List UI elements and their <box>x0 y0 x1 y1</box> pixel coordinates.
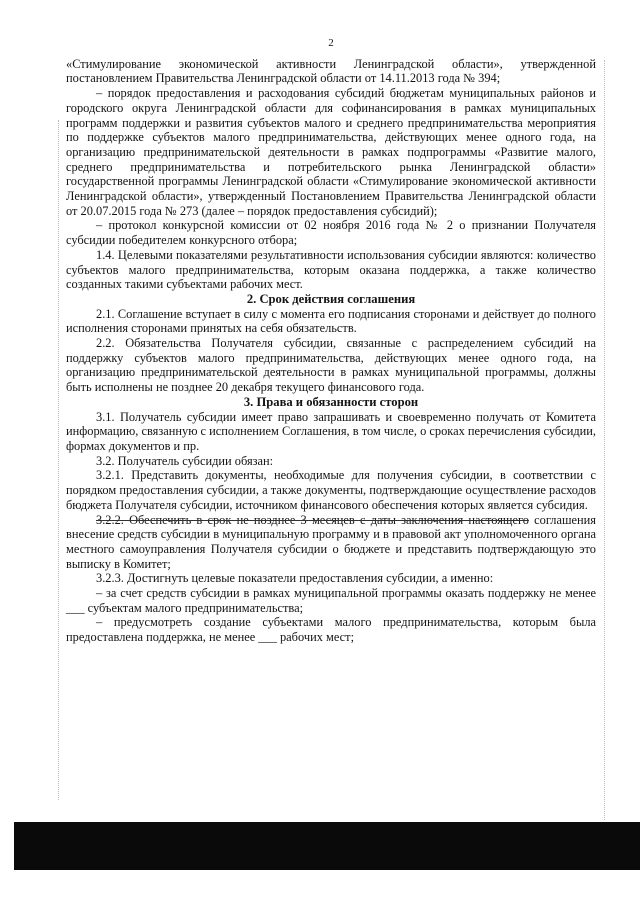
scan-bottom-edge <box>0 870 640 905</box>
paragraph-3-2-2-rest: соглашения внесение средств субсидии в муниципальную программу и в правовой акт уполномоченного органа местного самоуправления Получателя субсидии о бюджете и представить подтверждающую это выписку в Комитет; <box>66 512 596 571</box>
page-number: 2 <box>328 37 334 49</box>
document-page <box>66 36 596 645</box>
struck-text: 3.2.2. Обеспечить в срок не позднее 3 месяцев с даты заключения настоящего <box>96 512 529 527</box>
paragraph-2-2: 2.2. Обязательства Получателя субсидии, связанные с распределением субсидий на поддержку субъектов малого предпринимательства, действующих менее одного года, на организацию предпринимательской деятельности в рамках муниципальной программы, должны быть исполнены не позднее 20 декабря текущего финансового года. <box>66 336 596 395</box>
paragraph-commission-protocol: – протокол конкурсной комиссии от 02 ноября 2016 года № 2 о признании Получателя субсидии победителем конкурсного отбора; <box>66 218 596 248</box>
paragraph-3-1: 3.1. Получатель субсидии имеет право запрашивать и своевременно получать от Комитета информацию, связанную с исполнением Соглашения, в том числе, о сроках перечисления субсидии, формах документов и пр. <box>66 409 596 453</box>
scan-black-border <box>14 822 640 870</box>
paragraph-jobs-count: – предусмотреть создание субъектами малого предпринимательства, которым была предоставлена поддержка, не менее ___ рабочих мест; <box>66 615 596 645</box>
paragraph-2-1: 2.1. Соглашение вступает в силу с момента его подписания сторонами и действует до полного исполнения сторонами принятых на себя обязательств. <box>66 306 596 336</box>
paragraph-subsidy-procedure: – порядок предоставления и расходования субсидий бюджетам муниципальных районов и городского округа Ленинградской области для софинансирования в рамках муниципальных программ поддержки и развития субъектов малого и среднего предпринимательства мероприятия по поддержке субъектов малого предпринимательства, действующих менее одного года, на организацию предпринимательской деятельности в рамках подпрограммы «Развитие малого, среднего предпринимательства и потребительского рынка Ленинградской области» государственной программы Ленинградской области «Стимулирование экономической активности Ленинградской области», утвержденный Постановлением Правительства Ленинградской области от 20.07.2015 года № 273 (далее – порядок предоставления субсидий); <box>66 86 596 218</box>
paragraph-3-2-1: 3.2.1. Представить документы, необходимые для получения субсидии, в соответствии с порядком предоставления субсидии, а также документы, подтверждающие осуществление расходов бюджета Получателя субсидии, источником финансового обеспечения которых является субсидия. <box>66 468 596 512</box>
paragraph-program-ref: «Стимулирование экономической активности Ленинградской области», утвержденной постановлением Правительства Ленинградской области от 14.11.2013 года № 394; <box>66 56 596 86</box>
paragraph-3-2: 3.2. Получатель субсидии обязан: <box>96 453 274 468</box>
paragraph-3-2-3: 3.2.3. Достигнуть целевые показатели предоставления субсидии, а именно: <box>96 571 494 586</box>
section-3-heading: 3. Права и обязанности сторон <box>243 394 419 409</box>
section-2-heading: 2. Срок действия соглашения <box>246 291 416 306</box>
paragraph-support-count: – за счет средств субсидии в рамках муниципальной программы оказать поддержку не менее ___ субъектам малого предпринимательства; <box>66 586 596 615</box>
scan-edge-mark-left <box>58 120 59 800</box>
paragraph-1-4: 1.4. Целевыми показателями результативности использования субсидии являются: количество субъектов малого предпринимательства, которым оказана поддержка, а также количество созданных такими субъектами рабочих мест. <box>66 247 596 292</box>
paragraph-3-2-2 <box>66 513 596 572</box>
scan-edge-mark-right <box>604 60 605 820</box>
